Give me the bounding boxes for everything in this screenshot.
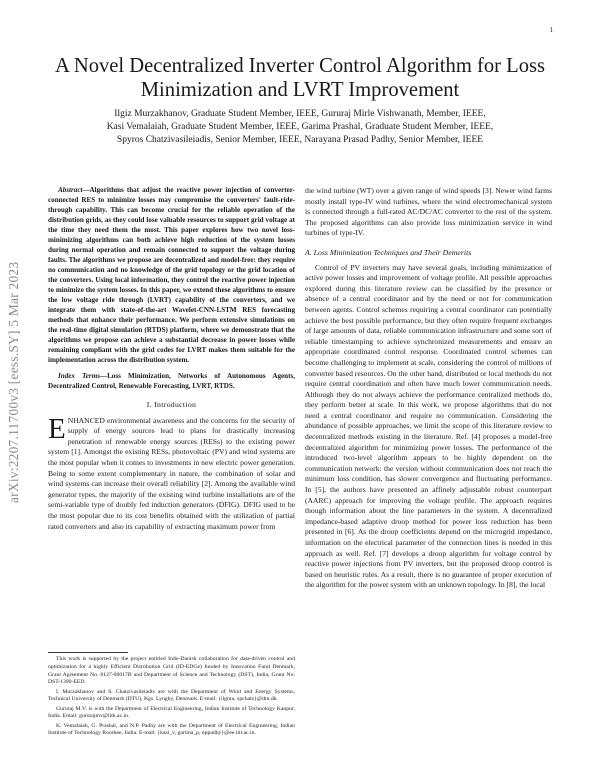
index-terms [48,371,295,391]
drop-cap: E [48,412,66,445]
loss-minimization-paragraph: Control of PV inverters may have several goals, including minimization of active power losses and improvement of voltage profile. All possible approaches explored during this literature review can be classified by the presence or absence of a central coordinator and by the need or not for communication between agents. Control schemes requiring a central coordinator can potentially achieve the best possible performance, but they often require frequent exchanges of large amounts of data, reliable communication infrastructure and some sort of reliable timestamping to achieve synchronized measurements and ensure an appropriate coordinated control response. Coordinated control schemes can become challenging to implement at scale, considering the control of millions of converter based resources. On the other hand, distributed or local methods do not require central coordination and often have much lower communication needs. Although they do not always achieve the performance centralized methods do, they perform better at scale. In this work, we propose algorithms that do not need a central coordinator and require no communication. Considering the abundance of possible approaches, we limit the scope of this literature review to decentralized methods existing in the literature. Ref. [4] proposes a model-free decentralized algorithm for minimizing power losses. The performance of the introduced two-level algorithm appears to be highly dependent on the communication network: the version without communication does not reach the minimum loss condition, has slower convergence and fluctuating performance. In [5], the authors have presented an affinely adjustable robust counterpart (AARC) approach for improving the voltage profile. The approach requires though information about the line parameters in the system. A decentralized impedance-based adaptive droop method for power loss reduction has been presented in [6]. As the droop coefficients depend on the microgrid impedance, information on the electrical parameter of the connection lines is needed in this approach as well. Ref. [7] develops a droop algorithm for voltage control by reactive power injections from PV inverters, but the proposed droop control is based on heuristic rules. As a result, there is no guarantee of proper execution of the algorithm for the power system with an unknown topology. In [8], the local [305,262,552,590]
introduction-paragraph [48,412,295,533]
abstract-text: —Algorithms that adjust the reactive power injection of converter-connected RES to minimize losses may compromise the converters' fault-ride-through capability. This can become crucial for the reliable operation of the distribution grids, as they could lose valuable resources to support grid voltage at the time they need them the most. This paper explores how two novel loss-minimizing algorithms can both achieve high reduction of the system losses during normal operation and remain connected to support the voltage during faults. The algorithms we propose are decentralized and model-free: they require no communication and no knowledge of the grid topology or the grid location of the converters. Using local information, they control the reactive power injection to minimize the system losses. In this paper, we extend these algorithms to ensure the low voltage ride through (LVRT) capability of the converters, and we integrate them with state-of-the-art Wavelet-CNN-LSTM RES forecasting methods that enhance their performance. We perform extensive simulations on the real-time digital simulation (RTDS) platform, where we demonstrate that the algorithms we propose can achieve a substantial decrease in power losses while remaining compliant with the grid codes for LVRT makes them suitable for the implementation across the distribution system. [48,186,295,364]
footnote-affiliation-iitk: Gururaj M.V. is with the Department of Electrical Engineering, Indian Institute of Technology Kanpur, India. Email: gururajmv@iitk.ac.in. [48,705,295,720]
footnote-divider [48,652,128,653]
abstract [48,185,295,365]
right-column [305,186,552,591]
author-line-1: Ilgiz Murzakhanov, Graduate Student Member, IEEE, Gururaj Mirle Vishwanath, Member, IEEE, [114,109,486,119]
author-list [40,108,560,147]
left-column [48,185,295,532]
introduction-paragraph-continued: the wind turbine (WT) over a given range of wind speeds [3]. Newer wind farms mostly install type-IV wind turbines, where the wind electromechanical system is connected through a full-rated AC/DC/AC converter to the rest of the system. The proposed algorithms can also provide loss minimization service in wind turbines of type-IV. [305,186,552,238]
author-line-3: Spyros Chatzivasileiadis, Senior Member, IEEE, Narayana Prasad Padhy, Senior Member, IEEE [116,135,484,145]
paper-title: A Novel Decentralized Inverter Control Algorithm for Loss Minimization and LVRT Improvement [54,55,546,101]
introduction-text: environmental awareness and the concerns for the security of supply of energy sources lead to plans for drastically increasing penetration of renewable energy sources (RESs) to the existing power system [1]. Amongst the existing RESs, photovoltaic (PV) and wind systems are the most popular when it comes to investments in new electric power generation. Being to some extent complementary in nature, the combination of solar and wind systems can increase their overall reliability [2]. Among the available wind generator types, the majority of the existing wind turbine installations are of the semi-variable type of doubly fed induction generators (DFIG). DFIG used to be the most popular due to its cost benefits obtained with the utilization of partial rated converters and also its capability of extracting maximum power from [48,415,295,531]
index-terms-label: Index Terms [58,372,100,380]
arxiv-identifier: arXiv:2207.11700v3 [eess.SY] 5 Mar 2023 [6,261,21,503]
footnote-funding: This work is supported by the project entitled Indo-Danish collaboration for data-driven control and optimization for a highly Efficient Distribution Grid (ID-EDGe) funded by Innovation Fund Denmark, Grant Agreement No. 8127-00017B and Department of Science and Technology (DST), India, Grant No: DST-1390-EED. [48,656,295,686]
first-word-small-caps: NHANCED [67,415,105,425]
section-heading-introduction: I. Introduction [146,400,197,409]
abstract-label: Abstract [58,186,83,194]
footnote-affiliation-iitr: K. Vemalaiah, G. Prashal, and N.P. Padhy are with the Department of Electrical Engineering, Indian Institute of Technology Roorkee, India. E-mail: {kasi_v, garima_p, nppadhy}@ee.iitr.ac.in. [48,722,295,737]
author-line-2: Kasi Vemalaiah, Graduate Student Member, IEEE, Garima Prashal, Graduate Student Member, IEEE, [106,122,494,132]
index-terms-text: —Loss Minimization, Networks of Autonomous Agents, Decentralized Control, Renewable Forecasting, LVRT, RTDS. [48,372,296,390]
footnotes [48,652,295,740]
page-number: 1 [549,26,553,34]
footnote-affiliation-dtu: I. Murzakhanov and S. Chatzivasileiadis are with the Department of Wind and Energy Systems, Technical University of Denmark (DTU), Kgs. Lyngby, Denmark. E-mail: {ilgmu, spchatz}@dtu.dk. [48,688,295,703]
subsection-heading-loss-minimization: A. Loss Minimization Techniques and Their Demerits [305,247,472,257]
